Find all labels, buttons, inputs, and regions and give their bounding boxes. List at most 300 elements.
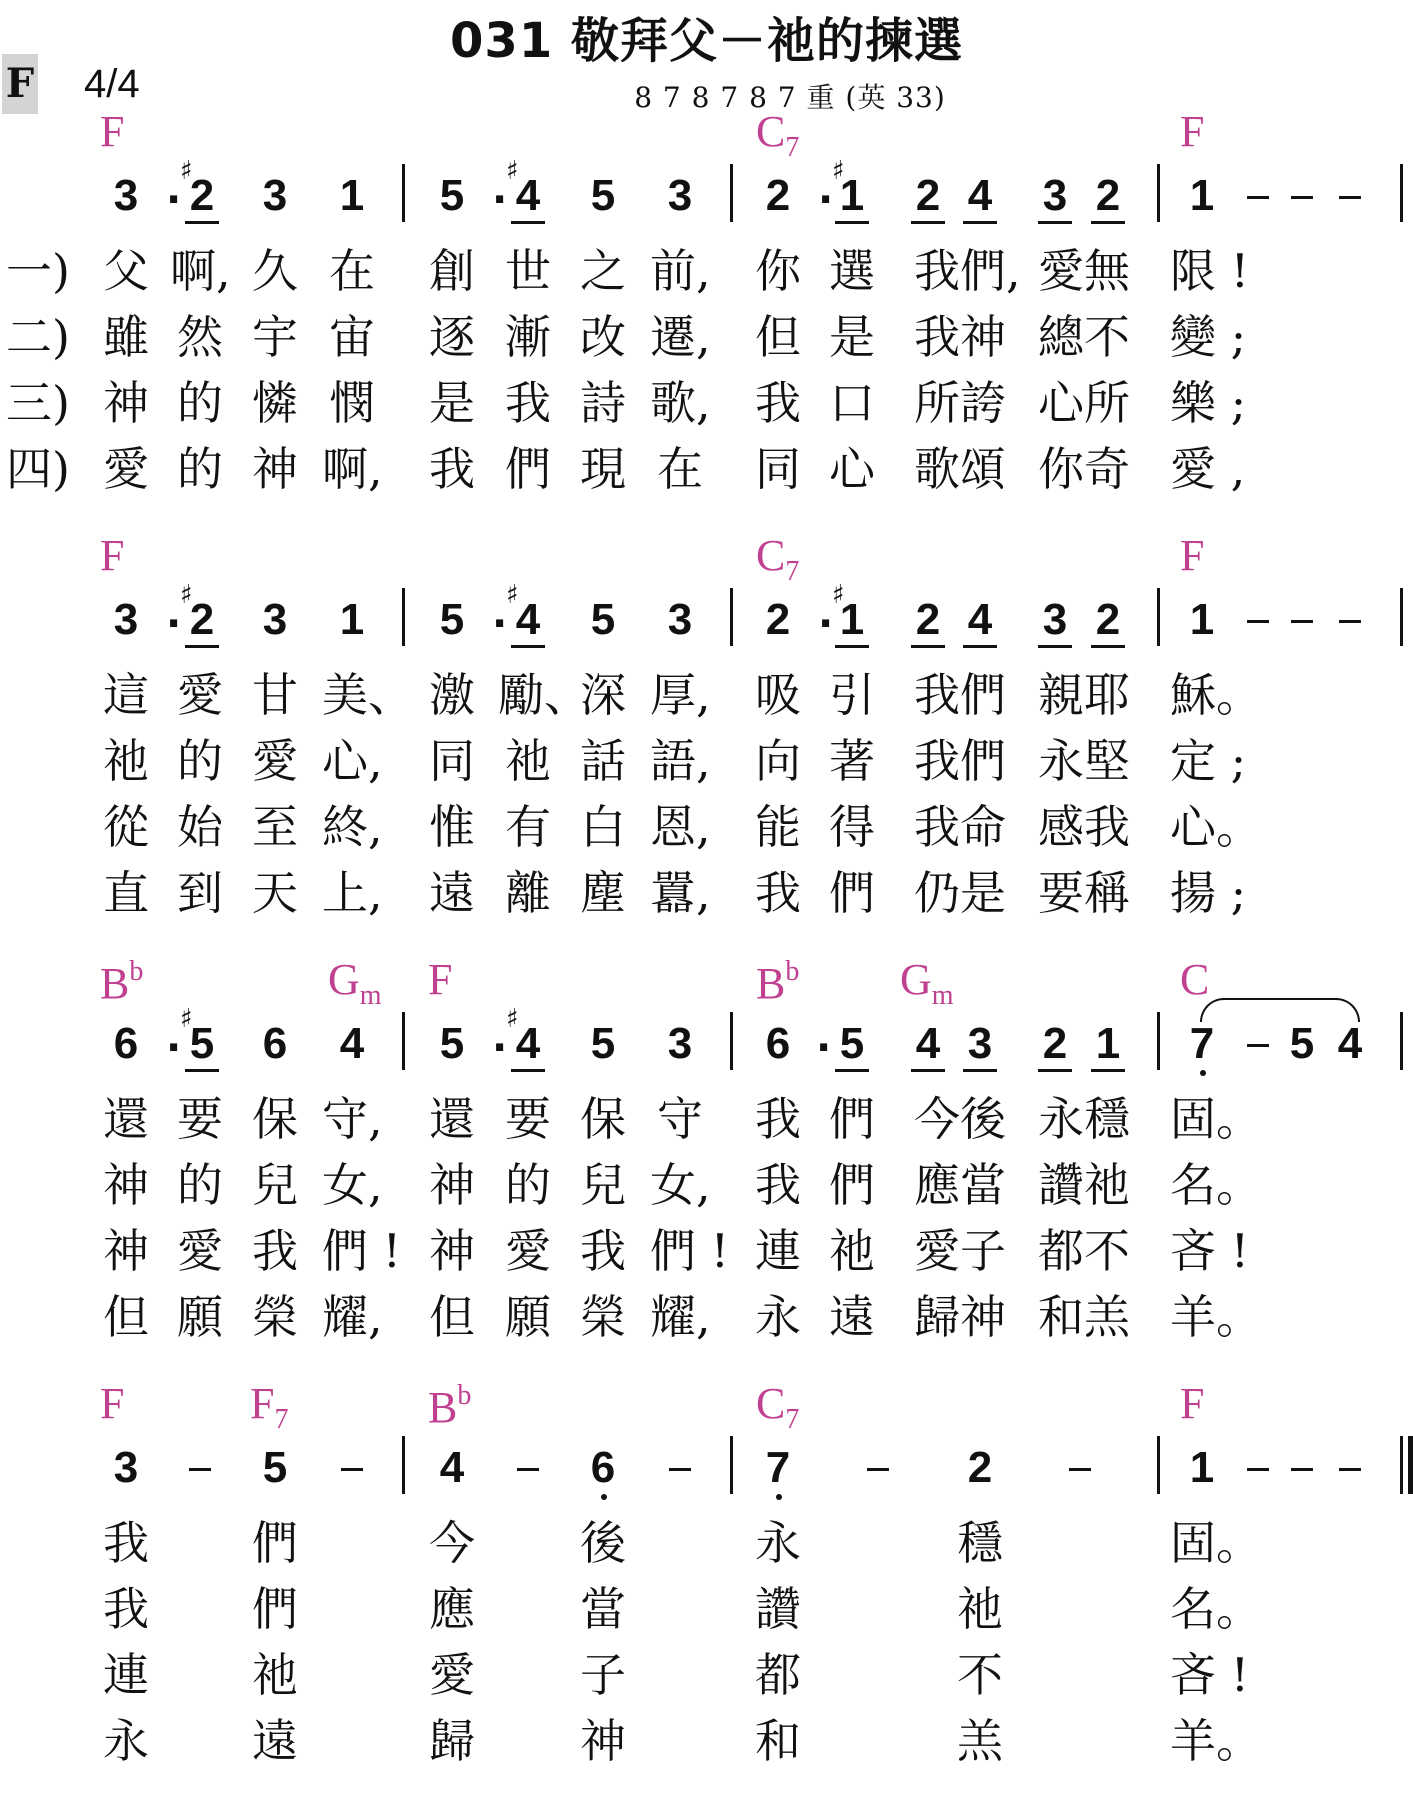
lyric-syllable: 兒 [580,1158,626,1212]
lyric-syllable: 當 [580,1582,626,1636]
jianpu-note: 1 [835,598,869,648]
lyric-syllable: 神 [252,442,298,496]
barline [1157,1436,1160,1494]
chord-flat: b [457,1380,472,1411]
extension-dash [1291,1468,1313,1471]
lyric-syllable: 的 [505,1158,551,1212]
lyric-syllable: 永穩 [1038,1092,1130,1146]
extension-dash [1247,196,1269,199]
lyric-syllable: 世 [505,244,551,298]
lyric-syllable: 吝 ! [1170,1224,1250,1278]
jianpu-note: 6 [765,1019,791,1068]
lyric-syllable: 們 ! [650,1224,730,1278]
jianpu-note: 4 [511,174,545,224]
jianpu-note: 3 [262,171,288,220]
barline [1400,1436,1403,1494]
lyric-syllable: 從 [103,800,149,854]
lyric-syllable: 在 [657,442,703,496]
lyric-syllable: 然 [177,310,223,364]
jianpu-note: 4 [339,1019,365,1068]
lyric-syllable: 憫 [329,376,375,430]
lyric-syllable: 漸 [505,310,551,364]
jianpu-note: 1 [339,171,365,220]
lyric-syllable: 現 [580,442,626,496]
lyric-syllable: 遷, [650,310,711,364]
verse-number: 一) [6,244,70,298]
lyric-syllable: 名。 [1170,1582,1262,1636]
lyric-syllable: 讚祂 [1038,1158,1130,1212]
lyric-syllable: 限 ! [1170,244,1250,298]
jianpu-note: 2 [1038,1022,1072,1072]
chord-root: C [756,107,786,156]
lyric-syllable: 的 [177,734,223,788]
extension-dash [1291,196,1313,199]
jianpu-note: 2 [185,174,219,224]
barline [730,164,733,222]
lyric-syllable: 愛子 [914,1224,1006,1278]
lyric-syllable: 我 [252,1224,298,1278]
lyric-syllable: 都 [755,1648,801,1702]
meter-line: 8 7 8 7 8 7 重 (英 33) [634,81,946,114]
jianpu-note: 3 [113,1443,139,1492]
chord-root: F [100,1379,125,1428]
extension-dash [669,1468,691,1471]
chord-root: F [100,531,125,580]
chord-symbol [900,955,954,1011]
lyric-syllable: 我 [755,866,801,920]
lyric-syllable: 同 [755,442,801,496]
lyric-syllable: 今 [429,1516,475,1570]
lyric-syllable: 總不 [1038,310,1130,364]
lyric-syllable: 離 [505,866,551,920]
sharp-sign: ♯ [506,1004,519,1034]
lyric-syllable: 祂 [957,1582,1003,1636]
lyric-syllable: 遠 [429,866,475,920]
lyric-syllable: 之 [580,244,626,298]
chord-symbol [1180,107,1205,156]
lyric-syllable: 們 [829,1158,875,1212]
lyric-syllable: 還 [103,1092,149,1146]
augmentation-dot: . [166,1015,182,1061]
lyric-syllable: 保 [580,1092,626,1146]
lyric-syllable: 遠 [252,1714,298,1768]
chord-symbol [250,1379,289,1435]
lyric-syllable: 語, [650,734,711,788]
lyric-syllable: 應當 [914,1158,1006,1212]
lyric-syllable: 是 [829,310,875,364]
lyric-syllable: 但 [429,1290,475,1344]
augmentation-dot: . [816,1015,832,1061]
jianpu-note: 5 [262,1443,288,1492]
lyric-syllable: 和 [755,1714,801,1768]
lyric-syllable: 所誇 [914,376,1006,430]
lyric-syllable: 引 [829,668,875,722]
chord-symbol [100,107,125,156]
jianpu-note: 4 [439,1443,465,1492]
jianpu-note: 7 [761,1446,795,1490]
lyric-syllable: 願 [177,1290,223,1344]
lyric-syllable: 兒 [252,1158,298,1212]
chord-root: B [756,959,786,1008]
lyric-syllable: 永堅 [1038,734,1130,788]
barline [1400,1012,1403,1070]
lyric-syllable: 們 [829,866,875,920]
lyric-syllable: 願 [505,1290,551,1344]
chord-root: F [250,1379,275,1428]
lyric-syllable: 激 [429,668,475,722]
lyric-syllable: 詩 [580,376,626,430]
lyric-syllable: 父 [103,244,149,298]
augmentation-dot: . [166,167,182,213]
lyric-syllable: 愛 [505,1224,551,1278]
chord-symbol [756,1379,800,1435]
lyric-syllable: 女, [322,1158,383,1212]
extension-dash [341,1468,363,1471]
jianpu-note: 2 [1091,598,1125,648]
augmentation-dot: . [166,591,182,637]
chord-root: C [756,531,786,580]
jianpu-note: 7 [1185,1022,1219,1066]
lyric-syllable: 是 [429,376,475,430]
chord-symbol [756,107,800,163]
barline [1400,164,1403,222]
jianpu-note: 3 [262,595,288,644]
barline [1400,588,1403,646]
jianpu-note: 3 [1038,598,1072,648]
extension-dash [1339,1468,1361,1471]
lyric-syllable: 耀, [650,1290,711,1344]
verse-number: 二) [6,310,70,364]
lyric-syllable: 穌。 [1170,668,1262,722]
lyric-syllable: 啊, [170,244,231,298]
lyric-syllable: 祂 [505,734,551,788]
lyric-syllable: 憐 [252,376,298,430]
lyric-syllable: 定 ; [1170,734,1247,788]
lyric-syllable: 同 [429,734,475,788]
lyric-syllable: 愛無 [1038,244,1130,298]
barline [730,1436,733,1494]
chord-root: G [900,955,932,1004]
lyric-syllable: 話 [580,734,626,788]
lyric-syllable: 但 [103,1290,149,1344]
jianpu-note: 4 [511,598,545,648]
lyric-syllable: 羔 [957,1714,1003,1768]
lyric-syllable: 宇 [252,310,298,364]
lyric-syllable: 心 [829,442,875,496]
extension-dash [1247,620,1269,623]
jianpu-note: 2 [911,174,945,224]
jianpu-note: 5 [590,1019,616,1068]
lyric-syllable: 後 [580,1516,626,1570]
lyric-syllable: 白 [580,800,626,854]
augmentation-dot: . [818,591,834,637]
lyric-syllable: 們 [252,1516,298,1570]
jianpu-note: 2 [1091,174,1125,224]
jianpu-note: 3 [1038,174,1072,224]
chord-symbol [100,958,143,1006]
lyric-syllable: 羊。 [1170,1290,1262,1344]
lyric-syllable: 囂, [650,866,711,920]
jianpu-note: 2 [765,171,791,220]
lyric-syllable: 愛 [103,442,149,496]
hymn-title: 031 敬拜父－祂的揀選 [450,13,963,69]
lyric-syllable: 應 [429,1582,475,1636]
chord-root: F [428,955,453,1004]
chord-root: C [756,1379,786,1428]
jianpu-note: 2 [911,598,945,648]
augmentation-dot: . [492,167,508,213]
lyric-syllable: 這 [103,668,149,722]
jianpu-note: 5 [439,1019,465,1068]
jianpu-note: 3 [113,595,139,644]
jianpu-note: 3 [667,595,693,644]
lyric-syllable: 我 [755,1092,801,1146]
sharp-sign: ♯ [180,156,193,186]
lyric-syllable: 名。 [1170,1158,1262,1212]
jianpu-note: 5 [835,1022,869,1072]
lyric-syllable: 穩 [957,1516,1003,1570]
lyric-syllable: 榮 [252,1290,298,1344]
jianpu-note: 1 [1189,171,1215,220]
lyric-syllable: 我 [505,376,551,430]
jianpu-note: 1 [1091,1022,1125,1072]
lyric-syllable: 固。 [1170,1092,1262,1146]
lyric-syllable: 樂 ; [1170,376,1247,430]
chord-root: F [100,107,125,156]
lyric-syllable: 神 [429,1158,475,1212]
jianpu-note: 3 [963,1022,997,1072]
key-signature: F [2,54,38,114]
extension-dash [867,1468,889,1471]
lyric-syllable: 改 [580,310,626,364]
lyric-syllable: 我 [103,1582,149,1636]
chord-symbol [428,955,453,1004]
lyric-syllable: 你奇 [1038,442,1130,496]
lyric-syllable: 永 [103,1714,149,1768]
lyric-syllable: 守 [657,1092,703,1146]
sharp-sign: ♯ [506,156,519,186]
jianpu-note: 4 [963,174,997,224]
chord-root: F [1180,531,1205,580]
barline [1157,1012,1160,1070]
chord-flat: b [129,956,144,987]
sharp-sign: ♯ [180,580,193,610]
sharp-sign: ♯ [832,156,845,186]
jianpu-note: 4 [511,1022,545,1072]
lyric-syllable: 天 [252,866,298,920]
lyric-syllable: 神 [103,376,149,430]
barline [1157,588,1160,646]
chord-symbol [1180,955,1210,1004]
lyric-syllable: 你 [755,244,801,298]
lyric-syllable: 逐 [429,310,475,364]
lyric-syllable: 連 [103,1648,149,1702]
lyric-syllable: 上, [322,866,383,920]
augmentation-dot: . [818,167,834,213]
sharp-sign: ♯ [832,580,845,610]
barline [402,1012,405,1070]
lyric-syllable: 前, [650,244,711,298]
chord-symbol [756,531,800,587]
lyric-syllable: 歸神 [914,1290,1006,1344]
lyric-syllable: 愛 [252,734,298,788]
barline [402,588,405,646]
slur [1200,998,1360,1022]
barline [402,1436,405,1494]
lyric-syllable: 歌, [650,376,711,430]
sharp-sign: ♯ [506,580,519,610]
lyric-syllable: 吸 [755,668,801,722]
lyric-syllable: 祂 [252,1648,298,1702]
lyric-syllable: 美、 [322,668,414,722]
lyric-syllable: 能 [755,800,801,854]
lyric-syllable: 變 ; [1170,310,1247,364]
lyric-syllable: 保 [252,1092,298,1146]
lyric-syllable: 愛 , [1170,442,1246,496]
lyric-syllable: 宙 [329,310,375,364]
lyric-syllable: 厚, [650,668,711,722]
lyric-syllable: 我們 [914,734,1006,788]
jianpu-note: 4 [911,1022,945,1072]
extension-dash [1291,620,1313,623]
jianpu-note: 1 [1189,595,1215,644]
jianpu-note: 1 [1189,1443,1215,1492]
lyric-syllable: 仍是 [914,866,1006,920]
lyric-syllable: 選 [829,244,875,298]
lyric-syllable: 終, [322,800,383,854]
lyric-syllable: 要稱 [1038,866,1130,920]
lyric-syllable: 歌頌 [914,442,1006,496]
jianpu-note: 5 [439,171,465,220]
jianpu-note: 4 [1337,1019,1363,1068]
jianpu-note: 1 [339,595,365,644]
lyric-syllable: 女, [650,1158,711,1212]
verse-number: 三) [6,376,70,430]
lyric-syllable: 親耶 [1038,668,1130,722]
barline [730,588,733,646]
lyric-syllable: 神 [580,1714,626,1768]
jianpu-note: 4 [963,598,997,648]
lyric-syllable: 揚 ; [1170,866,1247,920]
verse-number: 四) [6,442,70,496]
lyric-syllable: 榮 [580,1290,626,1344]
time-signature: 4/4 [84,62,140,106]
lyric-syllable: 直 [103,866,149,920]
jianpu-note: 6 [113,1019,139,1068]
lyric-syllable: 但 [755,310,801,364]
jianpu-note: 5 [590,171,616,220]
lyric-syllable: 要 [505,1092,551,1146]
chord-quality: 7 [274,1404,289,1435]
lyric-syllable: 神 [103,1224,149,1278]
extension-dash [1339,196,1361,199]
jianpu-note: 3 [667,171,693,220]
lyric-syllable: 子 [580,1648,626,1702]
lyric-syllable: 要 [177,1092,223,1146]
jianpu-note: 5 [185,1022,219,1072]
jianpu-note: 3 [113,171,139,220]
chord-quality: m [931,980,954,1011]
lyric-syllable: 我們 [914,668,1006,722]
lyric-syllable: 有 [505,800,551,854]
chord-symbol [1180,1379,1205,1428]
lyric-syllable: 歸 [429,1714,475,1768]
chord-symbol [1180,531,1205,580]
lyric-syllable: 的 [177,376,223,430]
lyric-syllable: 和羔 [1038,1290,1130,1344]
chord-symbol [428,1382,471,1430]
lyric-syllable: 感我 [1038,800,1130,854]
chord-root: G [328,955,360,1004]
lyric-syllable: 啊, [322,442,383,496]
lyric-syllable: 久 [252,244,298,298]
lyric-syllable: 心, [322,734,383,788]
extension-dash [189,1468,211,1471]
lyric-syllable: 我 [103,1516,149,1570]
jianpu-note: 1 [835,174,869,224]
lyric-syllable: 連 [755,1224,801,1278]
lyric-syllable: 愛 [177,1224,223,1278]
lyric-syllable: 至 [252,800,298,854]
lyric-syllable: 羊。 [1170,1714,1262,1768]
lyric-syllable: 守, [322,1092,383,1146]
lyric-syllable: 我神 [914,310,1006,364]
chord-root: F [1180,107,1205,156]
lyric-syllable: 還 [429,1092,475,1146]
chord-quality: 7 [785,1404,800,1435]
lyric-syllable: 遠 [829,1290,875,1344]
lyric-syllable: 愛 [177,668,223,722]
lyric-syllable: 永 [755,1290,801,1344]
extension-dash [1247,1044,1269,1047]
chord-symbol [756,958,799,1006]
lyric-syllable: 我 [580,1224,626,1278]
sharp-sign: ♯ [180,1004,193,1034]
chord-symbol [100,1379,125,1428]
extension-dash [1069,1468,1091,1471]
jianpu-note: 5 [439,595,465,644]
chord-root: C [1180,955,1210,1004]
lyric-syllable: 到 [177,866,223,920]
chord-symbol [100,531,125,580]
lyric-syllable: 愛 [429,1648,475,1702]
lyric-syllable: 塵 [580,866,626,920]
lyric-syllable: 惟 [429,800,475,854]
chord-root: B [428,1383,458,1432]
jianpu-note: 3 [667,1019,693,1068]
jianpu-note: 5 [590,595,616,644]
lyric-syllable: 向 [755,734,801,788]
lyric-syllable: 固。 [1170,1516,1262,1570]
lyric-syllable: 神 [103,1158,149,1212]
extension-dash [1339,620,1361,623]
lyric-syllable: 吝 ! [1170,1648,1250,1702]
barline [1157,164,1160,222]
lyric-syllable: 的 [177,1158,223,1212]
chord-quality: 7 [785,132,800,163]
lyric-syllable: 雖 [103,310,149,364]
lyric-syllable: 今後 [914,1092,1006,1146]
lyric-syllable: 祂 [829,1224,875,1278]
chord-quality: 7 [785,556,800,587]
chord-root: B [100,959,130,1008]
lyric-syllable: 深 [580,668,626,722]
lyric-syllable: 我 [429,442,475,496]
lyric-syllable: 祂 [103,734,149,788]
lyric-syllable: 們 [829,1092,875,1146]
augmentation-dot: . [492,1015,508,1061]
lyric-syllable: 心。 [1170,800,1262,854]
